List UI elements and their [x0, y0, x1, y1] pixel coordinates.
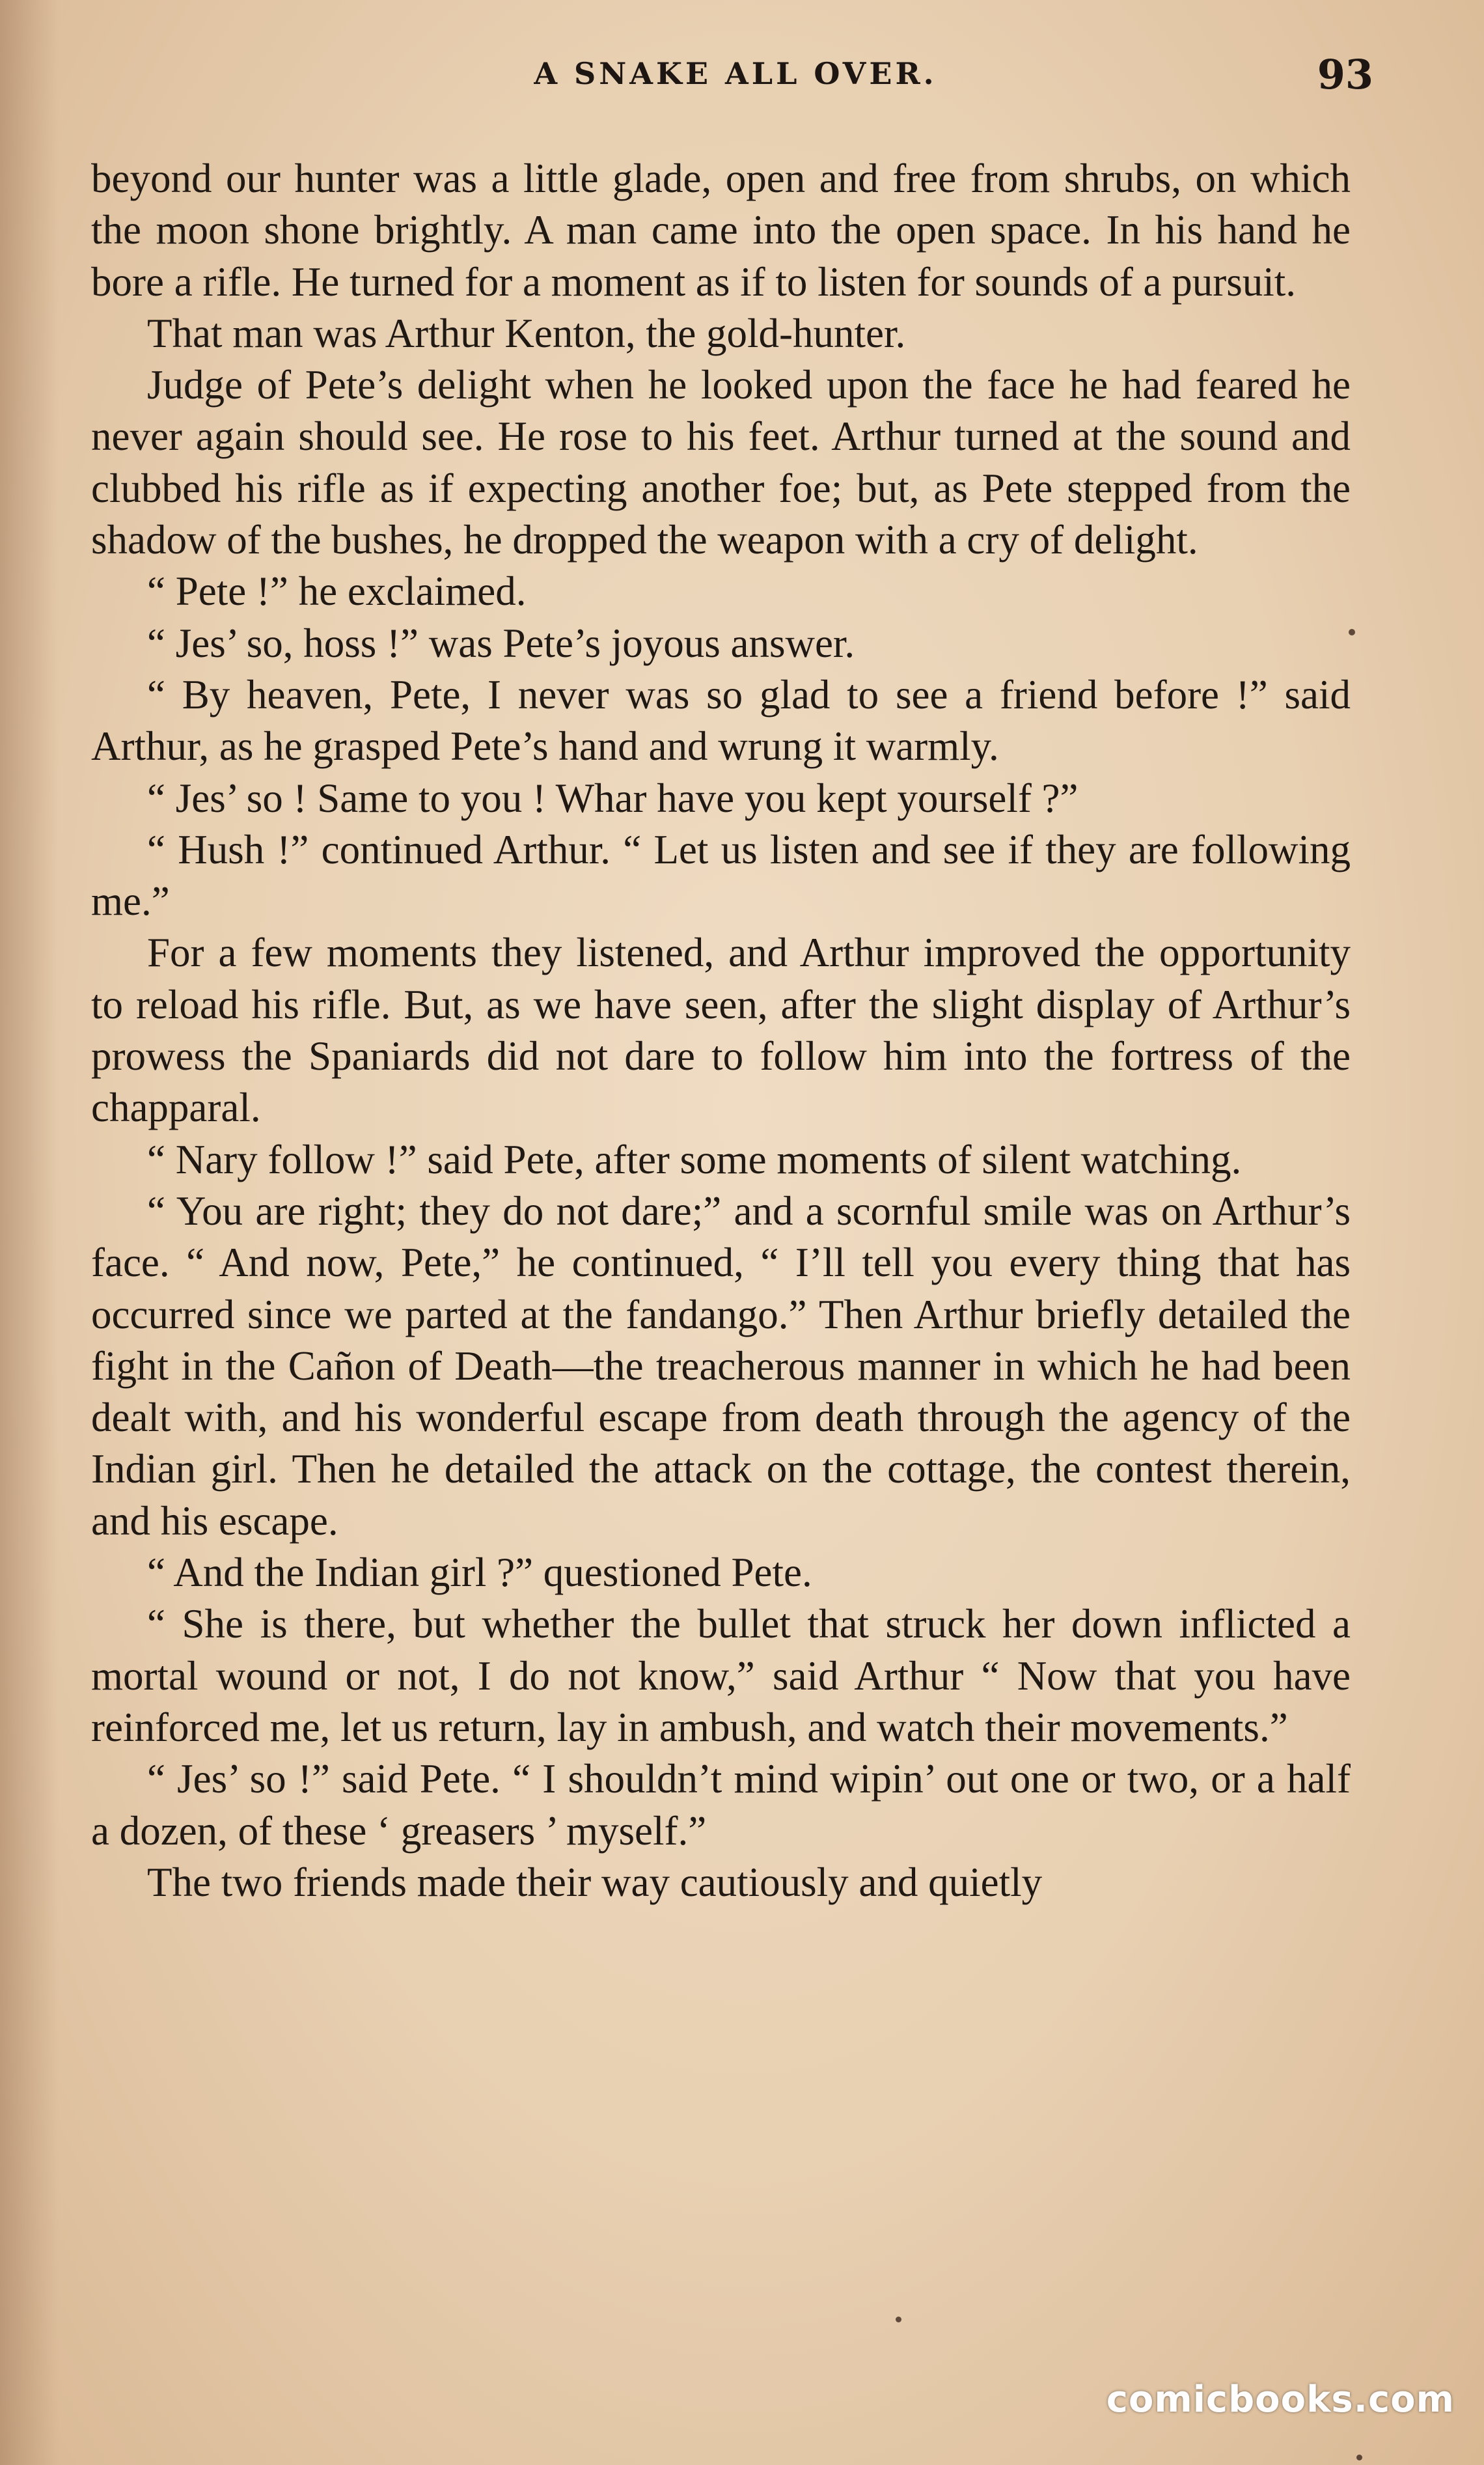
page-gutter-shadow [0, 0, 59, 2465]
running-title: A SNAKE ALL OVER. [534, 56, 937, 91]
ink-speck [1349, 629, 1355, 635]
paragraph: That man was Arthur Kenton, the gold-hunter. [147, 310, 906, 356]
paragraph: “ Jes’ so ! Same to you ! Whar have you kept yourself ?” [147, 775, 1079, 821]
paragraph: “ And the Indian girl ?” questioned Pete. [147, 1550, 812, 1596]
paragraph: “ Nary follow !” said Pete, after some moments of silent watching. [147, 1136, 1242, 1182]
paragraph: beyond our hunter was a little glade, open and free from shrubs, on which the moon shone brightly. A man came into the open space. In his hand he bore a rifle. He turned for a moment as if to listen for sounds of a pursuit. [91, 156, 1351, 305]
running-header [98, 51, 1373, 109]
paragraph: “ Pete !” he exclaimed. [147, 568, 527, 615]
paragraph: “ Jes’ so !” said Pete. “ I shouldn’t mind wipin’ out one or two, or a half a dozen, of these ‘ greasers ’ myself.” [91, 1756, 1351, 1854]
body-text [91, 153, 1351, 1908]
paragraph: “ You are right; they do not dare;” and a scornful smile was on Arthur’s face. “ And now, Pete,” he continued, “ I’ll tell you every thing that has occurred since we parted at the fandango.” Then Arthur briefly detailed the fight in the Cañon of Death—the treacherous manner in which he had been dealt with, and his wonderful escape from death through the agency of the Indian girl. Then he detailed the attack on the cottage, the contest therein, and his escape. [91, 1188, 1351, 1544]
paragraph: “ By heaven, Pete, I never was so glad to see a friend before !” said Arthur, as he grasped Pete’s hand and wrung it warmly. [91, 671, 1351, 770]
paragraph: Judge of Pete’s delight when he looked upon the face he had feared he never again should see. He rose to his feet. Arthur turned at the sound and clubbed his rifle as if expecting another foe; but, as Pete stepped from the shadow of the bushes, he dropped the weapon with a cry of delight. [91, 362, 1351, 563]
ink-speck [896, 2317, 901, 2322]
watermark: comicbooks.com [1106, 2378, 1455, 2421]
ink-speck [1356, 2455, 1362, 2460]
paragraph: The two friends made their way cautiously and quietly [147, 1859, 1043, 1905]
page-number: 93 [1317, 51, 1373, 98]
paragraph: “ Hush !” continued Arthur. “ Let us listen and see if they are following me.” [91, 826, 1351, 925]
paragraph: “ She is there, but whether the bullet that struck her down inflicted a mortal wound or not, I do not know,” said Arthur “ Now that you have reinforced me, let us return, lay in ambush, and watch their movements.” [91, 1601, 1351, 1750]
paragraph: “ Jes’ so, hoss !” was Pete’s joyous answer. [147, 620, 855, 666]
paragraph: For a few moments they listened, and Arthur improved the opportunity to reload his rifle. But, as we have seen, after the slight display of Arthur’s prowess the Spaniards did not dare to follow him into the fortress of the chapparal. [91, 930, 1351, 1131]
